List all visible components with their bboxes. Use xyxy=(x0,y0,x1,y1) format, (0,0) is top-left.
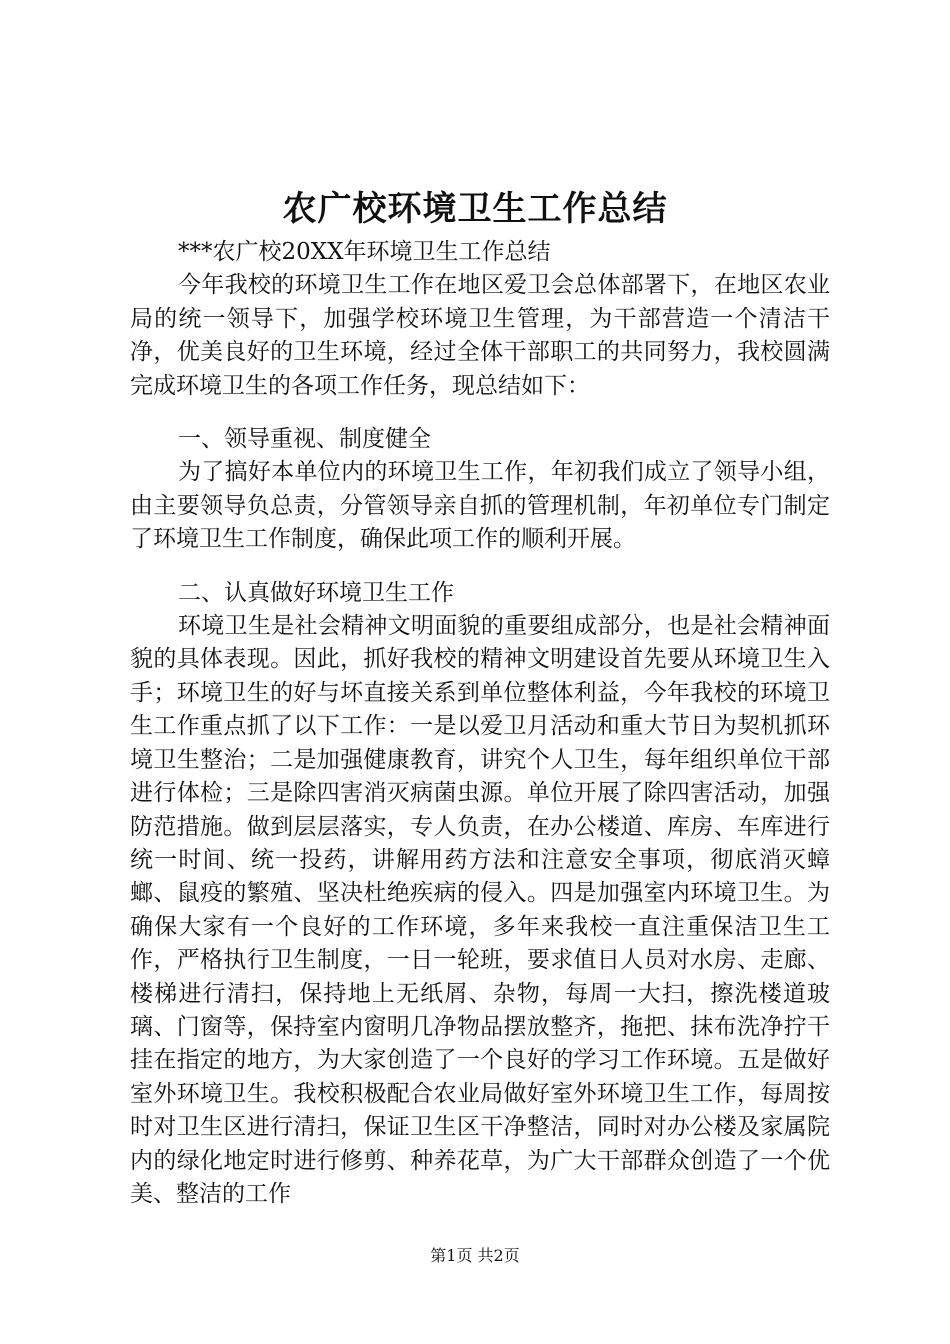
section-heading-2: 二、认真做好环境卫生工作 xyxy=(178,579,454,606)
document-title: 农广校环境卫生工作总结 xyxy=(282,189,668,229)
section-paragraph-2: 环境卫生是社会精神文明面貌的重要组成部分，也是社会精神面貌的具体表现。因此，抓好我校的精神文明建设首先要从环境卫生入手；环境卫生的好与坏直接关系到单位整体利益，今年我校的环境卫生工作重点抓了以下工作：一是以爱卫月活动和重大节日为契机抓环境卫生整治；二是加强健康教育，讲究个人卫生，每年组织单位干部进行体检；三是除四害消灭病菌虫源。单位开展了除四害活动，加强防范措施。做到层层落实，专人负责，在办公楼道、库房、车库进行统一时间、统一投药，讲解用药方法和注意安全事项，彻底消灭蟑螂、鼠疫的繁殖、坚决杜绝疾病的侵入。四是加强室内环境卫生。为确保大家有一个良好的工作环境，多年来我校一直注重保洁卫生工作，严格执行卫生制度，一日一轮班，要求值日人员对水房、走廊、楼梯进行清扫，保持地上无纸屑、杂物，每周一大扫，擦洗楼道玻璃、门窗等，保持室内窗明几净物品摆放整齐，拖把、抹布洗净拧干挂在指定的地方，为大家创造了一个良好的学习工作环境。五是做好室外环境卫生。我校积极配合农业局做好室外环境卫生工作，每周按时对卫生区进行清扫，保证卫生区干净整洁，同时对办公楼及家属院内的绿化地定时进行修剪、种养花草，为广大干部群众创造了一个优美、整洁的工作 xyxy=(130,613,830,1207)
document-body xyxy=(130,236,830,1211)
section-heading-1: 一、领导重视、制度健全 xyxy=(178,426,431,453)
section-paragraph-1: 为了搞好本单位内的环境卫生工作，年初我们成立了领导小组，由主要领导负总责，分管领导亲自抓的管理机制，年初单位专门制定了环境卫生工作制度，确保此项工作的顺利开展。 xyxy=(130,459,830,553)
page-footer: 第1页 共2页 xyxy=(430,1246,520,1265)
document-subtitle: ***农广校20XX年环境卫生工作总结 xyxy=(178,239,551,265)
paragraph-spacer xyxy=(130,403,830,423)
intro-paragraph: 今年我校的环境卫生工作在地区爱卫会总体部署下，在地区农业局的统一领导下，加强学校环境卫生管理，为干部营造一个清洁干净，优美良好的卫生环境，经过全体干部职工的共同努力，我校圆满完成环境卫生的各项工作任务，现总结如下： xyxy=(130,272,830,399)
paragraph-spacer xyxy=(130,557,830,577)
